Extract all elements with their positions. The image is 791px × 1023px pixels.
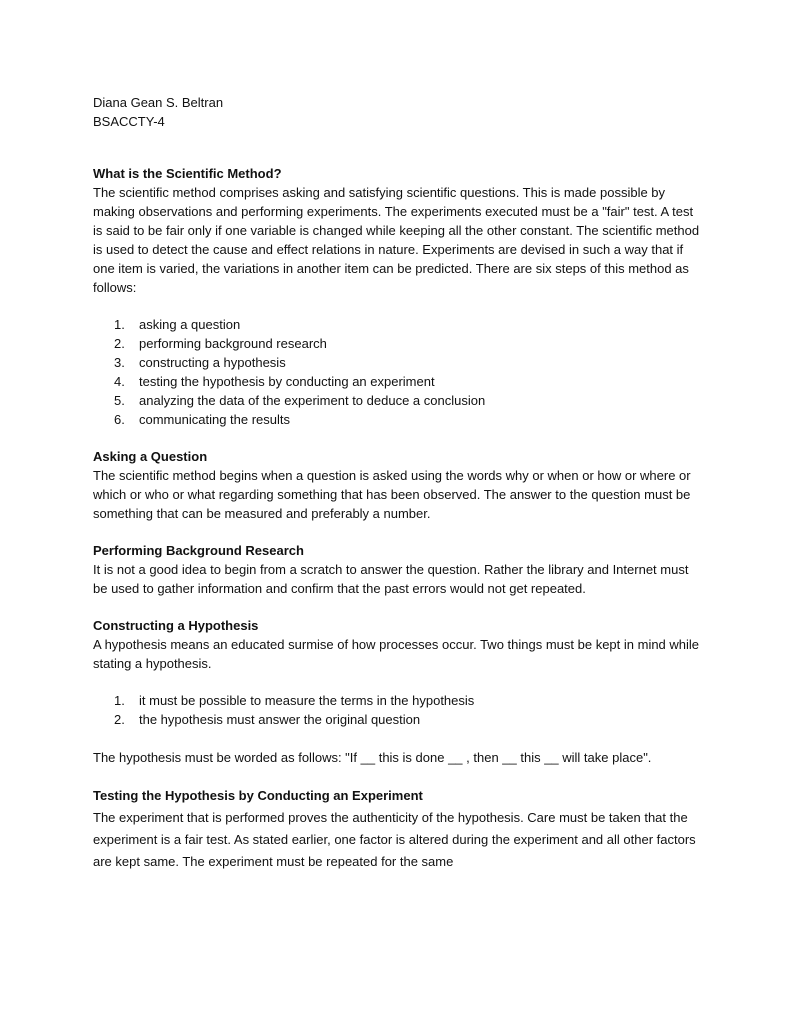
spacer (93, 729, 705, 747)
hypothesis-wording: The hypothesis must be worded as follows: "If __ this is done __ , then __ this __ will take place". (93, 750, 652, 765)
list-text: constructing a hypothesis (139, 355, 286, 370)
spacer (93, 598, 705, 616)
list-number: 2. (114, 336, 125, 351)
list-item (93, 691, 705, 710)
list-item (93, 315, 705, 334)
research-paragraph: It is not a good idea to begin from a scratch to answer the question. Rather the library and Internet must be used to gather information and confirm that the past errors would not get repeated. (93, 562, 689, 596)
asking-heading: Asking a Question (93, 449, 208, 464)
list-item (93, 410, 705, 429)
list-text: testing the hypothesis by conducting an experiment (139, 374, 435, 389)
list-text: communicating the results (139, 412, 291, 427)
list-text: analyzing the data of the experiment to deduce a conclusion (139, 393, 486, 408)
spacer (93, 769, 705, 785)
hypothesis-points-list (93, 691, 705, 729)
spacer (93, 673, 705, 691)
list-text: asking a question (139, 317, 241, 332)
list-item (93, 391, 705, 410)
spacer (93, 523, 705, 541)
spacer (93, 131, 705, 164)
author-name: Diana Gean S. Beltran (93, 95, 224, 110)
list-number: 6. (114, 412, 125, 427)
list-item (93, 334, 705, 353)
intro-heading: What is the Scientific Method? (93, 166, 282, 181)
research-heading: Performing Background Research (93, 543, 304, 558)
course-code: BSACCTY-4 (93, 114, 165, 129)
spacer (93, 297, 705, 315)
hypothesis-paragraph: A hypothesis means an educated surmise of how processes occur. Two things must be kept in mind while stating a hypothesis. (93, 637, 700, 671)
testing-heading: Testing the Hypothesis by Conducting an Experiment (93, 788, 423, 803)
list-number: 2. (114, 712, 125, 727)
spacer (93, 429, 705, 447)
steps-list (93, 315, 705, 429)
list-text: it must be possible to measure the terms in the hypothesis (139, 693, 475, 708)
hypothesis-heading: Constructing a Hypothesis (93, 618, 259, 633)
testing-paragraph: The experiment that is performed proves the authenticity of the hypothesis. Care must be taken that the experiment is a fair test. As stated earlier, one factor is altered during the experiment and all other factors are kept same. The experiment must be repeated for the same (93, 810, 696, 869)
list-number: 5. (114, 393, 125, 408)
intro-paragraph: The scientific method comprises asking and satisfying scientific questions. This is made possible by making observations and performing experiments. The experiments executed must be a "fair" test. A test is said to be fair only if one variable is changed while keeping all the other constant. The scientific method is used to detect the cause and effect relations in nature. Experiments are devised in such a way that if one item is varied, the variations in another item can be predicted. There are six steps of this method as follows: (93, 185, 700, 295)
list-number: 1. (114, 317, 125, 332)
list-text: the hypothesis must answer the original question (139, 712, 421, 727)
list-item (93, 372, 705, 391)
list-number: 1. (114, 693, 125, 708)
list-item (93, 353, 705, 372)
asking-paragraph: The scientific method begins when a question is asked using the words why or when or how or where or which or who or what regarding something that has been observed. The answer to the question must be something that can be measured and preferably a number. (93, 468, 691, 521)
list-number: 4. (114, 374, 125, 389)
document-body (93, 93, 705, 873)
list-text: performing background research (139, 336, 327, 351)
list-item (93, 710, 705, 729)
list-number: 3. (114, 355, 125, 370)
